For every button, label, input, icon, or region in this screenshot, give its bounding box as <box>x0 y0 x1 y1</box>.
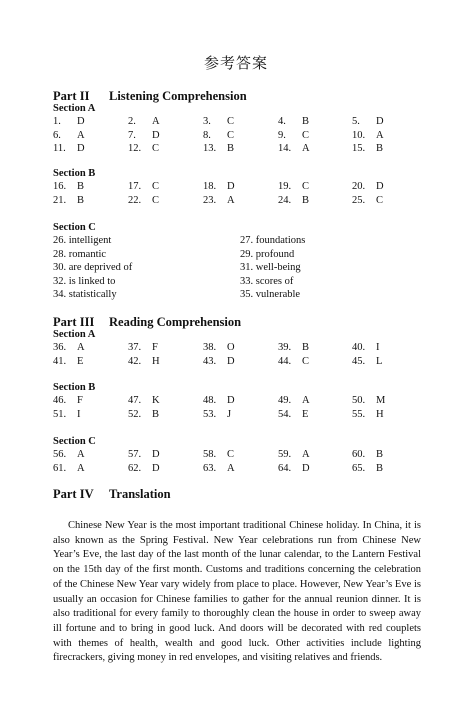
question-number: 53. <box>203 408 217 420</box>
answer-letter: A <box>227 462 235 474</box>
answer-phrase: 30. are deprived of <box>53 262 133 273</box>
question-number: 20. <box>352 181 366 192</box>
answer-letter: E <box>302 408 309 420</box>
answer-letter: E <box>77 355 84 367</box>
answer-letter: D <box>152 449 160 460</box>
answer-letter: O <box>227 342 235 353</box>
question-number: 55. <box>352 408 366 420</box>
question-number: 12. <box>128 143 142 154</box>
question-number: 56. <box>53 449 67 460</box>
question-number: 62. <box>128 462 142 474</box>
answer-item <box>53 116 85 127</box>
answer-item <box>128 181 159 192</box>
question-number: 44. <box>278 355 292 367</box>
answer-phrase: 35. vulnerable <box>240 289 301 300</box>
answer-item <box>203 395 235 406</box>
answer-item <box>128 195 159 206</box>
answer-item <box>128 449 160 460</box>
question-number: 42. <box>128 355 142 367</box>
answer-item <box>278 463 310 474</box>
answer-letter: A <box>302 449 310 460</box>
answer-item <box>278 356 309 367</box>
question-number: 60. <box>352 449 366 460</box>
answer-item <box>128 130 160 141</box>
question-number: 7. <box>128 129 136 141</box>
answer-phrase: 28. romantic <box>53 248 107 260</box>
reading-section-c-label: Section C <box>53 436 96 447</box>
answer-letter: F <box>77 395 83 406</box>
answer-item <box>203 409 231 420</box>
part-name: Translation <box>109 487 171 501</box>
question-number: 41. <box>53 355 67 367</box>
question-number: 23. <box>203 194 217 206</box>
answer-letter: B <box>302 342 310 353</box>
answer-letter: J <box>227 408 232 420</box>
answer-item <box>53 395 83 406</box>
answer-letter: A <box>376 129 384 141</box>
answer-letter: B <box>77 194 85 206</box>
answer-item <box>352 143 383 154</box>
answer-phrase: 32. is linked to <box>53 275 116 287</box>
answer-item <box>278 449 310 460</box>
question-number: 4. <box>278 116 286 127</box>
answer-item <box>278 395 310 406</box>
question-number: 65. <box>352 462 366 474</box>
answer-item <box>53 143 85 154</box>
part-iv-heading <box>53 487 171 502</box>
part-iii-heading <box>53 315 241 330</box>
answer-letter: D <box>227 355 235 367</box>
answer-phrase: 27. foundations <box>240 235 306 246</box>
answer-letter: K <box>152 395 160 406</box>
question-number: 40. <box>352 342 366 353</box>
answer-letter: A <box>302 395 310 406</box>
answer-item <box>352 395 385 406</box>
question-number: 11. <box>53 143 66 154</box>
answer-item <box>128 116 160 127</box>
translation-paragraph: Chinese New Year is the most important traditional Chinese holiday. In China, it is also known as the Spring Festival. New Year celebrations run from Chinese New Year’s Eve, the last day of the last month of the lunar calendar, to the Lantern Festival on the 15th day of the first month. Customs and traditions concerning the celebration of the Chinese New Year vary widely from place to place. However, New Year’s Eve is usually an occasion for Chinese families to gather for the annual reunion dinner. It is also traditional for every family to thoroughly clean the house in order to sweep away ill fortune and to bring in good luck. And doors will be decorated with red couplets with themes of health, wealth and good luck. Other activities include lighting firecrackers, giving money in red envelopes, and visiting relatives and friends. <box>53 520 421 664</box>
answer-letter: D <box>302 462 310 474</box>
answer-letter: A <box>77 129 85 141</box>
answer-letter: C <box>152 181 160 192</box>
answer-item <box>53 356 83 367</box>
answer-letter: B <box>77 181 85 192</box>
question-number: 2. <box>128 116 136 127</box>
answer-letter: L <box>376 355 383 367</box>
answer-item <box>352 130 384 141</box>
answer-item <box>53 409 81 420</box>
answer-item <box>128 356 160 367</box>
answer-item <box>278 195 309 206</box>
answer-item <box>53 449 85 460</box>
answer-letter: C <box>376 194 384 206</box>
answer-item <box>128 463 160 474</box>
answer-item <box>278 181 309 192</box>
answer-letter: B <box>376 462 384 474</box>
answer-item <box>352 449 383 460</box>
question-number: 52. <box>128 408 142 420</box>
question-number: 14. <box>278 143 292 154</box>
question-number: 22. <box>128 194 142 206</box>
answer-letter: F <box>152 342 158 353</box>
answer-letter: B <box>152 408 160 420</box>
answer-item <box>278 130 309 141</box>
question-number: 9. <box>278 129 286 141</box>
question-number: 6. <box>53 129 61 141</box>
listening-section-b-label: Section B <box>53 168 96 179</box>
question-number: 48. <box>203 395 217 406</box>
answer-item <box>203 463 235 474</box>
question-number: 5. <box>352 116 360 127</box>
question-number: 50. <box>352 395 366 406</box>
answer-letter: D <box>227 181 235 192</box>
question-number: 19. <box>278 181 292 192</box>
question-number: 63. <box>203 462 217 474</box>
question-number: 24. <box>278 194 292 206</box>
answer-letter: A <box>77 449 85 460</box>
question-number: 10. <box>352 129 366 141</box>
answer-letter: A <box>227 194 235 206</box>
answer-letter: A <box>302 143 310 154</box>
question-number: 49. <box>278 395 292 406</box>
answer-item <box>128 342 158 353</box>
part-ii-heading <box>53 89 247 104</box>
answer-letter: I <box>376 342 380 353</box>
question-number: 38. <box>203 342 217 353</box>
answer-letter: C <box>302 355 310 367</box>
answer-letter: A <box>77 342 85 353</box>
answer-item <box>352 116 384 127</box>
part-name: Reading Comprehension <box>109 315 242 329</box>
part-number: Part II <box>53 89 90 103</box>
question-number: 25. <box>352 194 366 206</box>
answer-letter: D <box>77 143 85 154</box>
answer-item <box>128 143 159 154</box>
answer-letter: C <box>227 129 235 141</box>
answer-item <box>352 356 382 367</box>
question-number: 64. <box>278 462 292 474</box>
question-number: 1. <box>53 116 61 127</box>
answer-letter: C <box>227 449 235 460</box>
question-number: 45. <box>352 355 366 367</box>
answer-letter: D <box>152 129 160 141</box>
answer-letter: C <box>152 194 160 206</box>
answer-letter: A <box>77 462 85 474</box>
question-number: 36. <box>53 342 67 353</box>
answer-letter: C <box>227 116 235 127</box>
answer-phrase: 26. intelligent <box>53 235 112 246</box>
answer-letter: B <box>376 449 384 460</box>
answer-item <box>352 409 384 420</box>
answer-item <box>203 449 234 460</box>
question-number: 54. <box>278 408 292 420</box>
answer-item <box>53 130 85 141</box>
listening-section-c-label: Section C <box>53 222 96 233</box>
question-number: 51. <box>53 408 67 420</box>
question-number: 37. <box>128 342 142 353</box>
answer-item <box>352 195 383 206</box>
answer-letter: A <box>152 116 160 127</box>
answer-letter: B <box>376 143 384 154</box>
answer-phrase: 34. statistically <box>53 289 117 300</box>
answer-letter: D <box>77 116 85 127</box>
answer-letter: B <box>302 116 310 127</box>
question-number: 61. <box>53 462 67 474</box>
answer-letter: D <box>376 116 384 127</box>
answer-item <box>203 342 235 353</box>
answer-item <box>203 195 235 206</box>
question-number: 46. <box>53 395 67 406</box>
question-number: 39. <box>278 342 292 353</box>
answer-item <box>53 181 84 192</box>
part-number: Part III <box>53 315 95 329</box>
answer-item <box>53 342 85 353</box>
question-number: 47. <box>128 395 142 406</box>
question-number: 57. <box>128 449 142 460</box>
question-number: 16. <box>53 181 67 192</box>
answer-item <box>128 395 160 406</box>
answer-letter: C <box>152 143 160 154</box>
answer-item <box>352 463 383 474</box>
reading-section-b-label: Section B <box>53 382 96 393</box>
answer-letter: B <box>302 194 310 206</box>
answer-phrase: 31. well-being <box>240 262 301 273</box>
part-name: Listening Comprehension <box>109 89 247 103</box>
question-number: 8. <box>203 129 211 141</box>
answer-phrase: 33. scores of <box>240 275 294 287</box>
answer-letter: M <box>376 395 386 406</box>
answer-item <box>278 116 309 127</box>
answer-letter: C <box>302 181 310 192</box>
answer-letter: H <box>152 355 160 367</box>
answer-item <box>203 143 234 154</box>
question-number: 43. <box>203 355 217 367</box>
answer-phrase: 29. profound <box>240 248 295 260</box>
answer-item <box>278 409 308 420</box>
answer-item <box>203 356 235 367</box>
answer-letter: I <box>77 408 81 420</box>
part-number: Part IV <box>53 487 94 501</box>
answer-item <box>53 195 84 206</box>
answer-letter: D <box>152 462 160 474</box>
page-title: 参考答案 <box>203 56 268 72</box>
answer-item <box>352 342 380 353</box>
reading-section-a-label: Section A <box>53 329 96 340</box>
question-number: 17. <box>128 181 142 192</box>
question-number: 58. <box>203 449 217 460</box>
question-number: 15. <box>352 143 366 154</box>
answer-item <box>278 143 310 154</box>
answer-letter: C <box>302 129 310 141</box>
question-number: 21. <box>53 194 67 206</box>
answer-item <box>203 181 235 192</box>
answer-item <box>53 463 85 474</box>
question-number: 59. <box>278 449 292 460</box>
answer-letter: H <box>376 408 384 420</box>
answer-letter: D <box>227 395 235 406</box>
answer-item <box>278 342 309 353</box>
question-number: 13. <box>203 143 217 154</box>
answer-letter: B <box>227 143 235 154</box>
answer-item <box>128 409 159 420</box>
answer-item <box>352 181 384 192</box>
answer-item <box>203 116 234 127</box>
answer-item <box>203 130 234 141</box>
question-number: 18. <box>203 181 217 192</box>
listening-section-a-label: Section A <box>53 103 96 114</box>
question-number: 3. <box>203 116 211 127</box>
answer-letter: D <box>376 181 384 192</box>
